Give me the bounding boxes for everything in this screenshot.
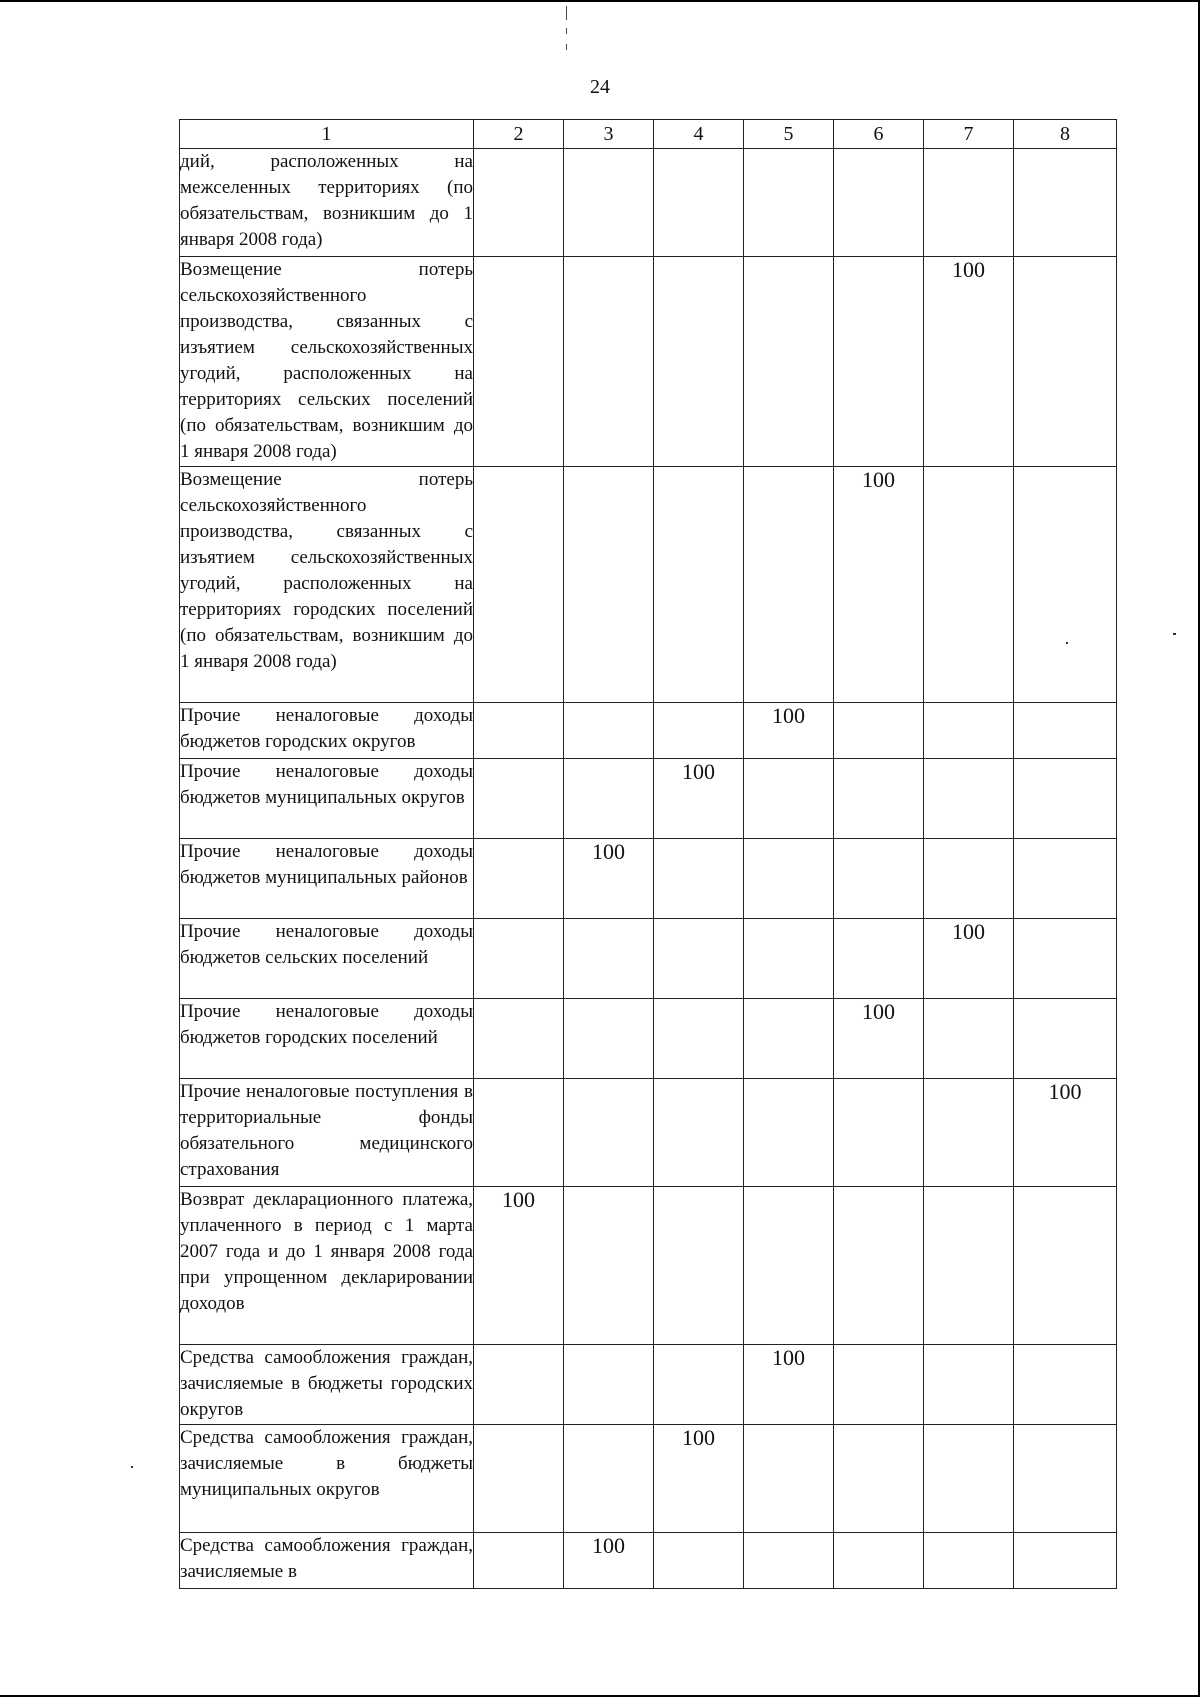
table-row bbox=[180, 1187, 1117, 1345]
percent-cell bbox=[564, 703, 654, 759]
percent-cell bbox=[834, 149, 924, 257]
percent-cell bbox=[564, 1079, 654, 1187]
percent-cell bbox=[744, 1079, 834, 1187]
percent-cell bbox=[1014, 149, 1117, 257]
percent-cell bbox=[654, 999, 744, 1079]
percent-cell bbox=[834, 1533, 924, 1589]
percent-cell bbox=[474, 703, 564, 759]
percent-cell bbox=[564, 257, 654, 467]
percent-cell bbox=[564, 999, 654, 1079]
percent-cell bbox=[654, 149, 744, 257]
percent-cell bbox=[474, 467, 564, 703]
table-row bbox=[180, 1079, 1117, 1187]
revenue-description: Прочие неналоговые поступления в территориальные фонды обязательного медицинского страхования bbox=[180, 1079, 474, 1187]
percent-cell: 100 bbox=[1014, 1079, 1117, 1187]
revenue-description: Средства самообложения граждан, зачисляемые в бюджеты муниципальных округов bbox=[180, 1425, 474, 1533]
percent-cell bbox=[1014, 759, 1117, 839]
percent-cell bbox=[1014, 1533, 1117, 1589]
percent-cell bbox=[564, 467, 654, 703]
percent-cell: 100 bbox=[564, 1533, 654, 1589]
revenue-description: Средства самообложения граждан, зачисляемые в bbox=[180, 1533, 474, 1589]
percent-cell bbox=[474, 759, 564, 839]
percent-cell bbox=[654, 919, 744, 999]
percent-cell bbox=[654, 703, 744, 759]
percent-cell bbox=[1014, 703, 1117, 759]
percent-cell: 100 bbox=[924, 919, 1014, 999]
percent-cell: 100 bbox=[924, 257, 1014, 467]
column-header: 1 bbox=[180, 120, 474, 149]
revenue-description: Прочие неналоговые доходы бюджетов муниципальных районов bbox=[180, 839, 474, 919]
percent-cell bbox=[564, 1187, 654, 1345]
percent-cell bbox=[834, 1079, 924, 1187]
revenue-description: Возмещение потерь сельскохозяйственного производства, связанных с изъятием сельскохозяйственных угодий, расположенных на территориях городских поселений (по обязательствам, возникшим до 1 января 2008 года) bbox=[180, 467, 474, 703]
revenue-description: Прочие неналоговые доходы бюджетов сельских поселений bbox=[180, 919, 474, 999]
revenue-description: Прочие неналоговые доходы бюджетов городских поселений bbox=[180, 999, 474, 1079]
percent-cell bbox=[474, 1533, 564, 1589]
percent-cell bbox=[924, 149, 1014, 257]
percent-cell bbox=[834, 1425, 924, 1533]
header-row bbox=[180, 120, 1117, 149]
percent-cell bbox=[924, 1187, 1014, 1345]
percent-cell bbox=[474, 1079, 564, 1187]
percent-cell bbox=[1014, 919, 1117, 999]
percent-cell bbox=[564, 919, 654, 999]
percent-cell bbox=[474, 149, 564, 257]
percent-cell bbox=[744, 919, 834, 999]
percent-cell bbox=[654, 467, 744, 703]
percent-cell bbox=[744, 999, 834, 1079]
percent-cell bbox=[474, 1425, 564, 1533]
percent-cell bbox=[834, 919, 924, 999]
percent-cell: 100 bbox=[564, 839, 654, 919]
percent-cell bbox=[744, 149, 834, 257]
percent-cell bbox=[924, 1425, 1014, 1533]
percent-cell bbox=[654, 257, 744, 467]
percent-cell bbox=[924, 703, 1014, 759]
table-row bbox=[180, 1425, 1117, 1533]
table-row bbox=[180, 467, 1117, 703]
column-header: 8 bbox=[1014, 120, 1117, 149]
revenue-description: Прочие неналоговые доходы бюджетов городских округов bbox=[180, 703, 474, 759]
column-header: 3 bbox=[564, 120, 654, 149]
percent-cell bbox=[654, 1533, 744, 1589]
scan-speck bbox=[131, 1466, 133, 1468]
table-row bbox=[180, 257, 1117, 467]
percent-cell: 100 bbox=[654, 759, 744, 839]
percent-cell: 100 bbox=[834, 999, 924, 1079]
percent-cell bbox=[1014, 839, 1117, 919]
percent-cell bbox=[654, 839, 744, 919]
scan-speck bbox=[1173, 633, 1176, 635]
percent-cell bbox=[564, 1425, 654, 1533]
percent-cell bbox=[744, 839, 834, 919]
percent-cell bbox=[924, 759, 1014, 839]
page-number bbox=[0, 76, 1200, 99]
scan-speck bbox=[1066, 642, 1068, 644]
revenue-description: Возврат декларационного платежа, уплаченного в период с 1 марта 2007 года и до 1 января 2008 года при упрощенном декларировании доходов bbox=[180, 1187, 474, 1345]
percent-cell bbox=[1014, 1425, 1117, 1533]
scan-mark bbox=[566, 28, 567, 34]
percent-cell bbox=[1014, 999, 1117, 1079]
percent-cell bbox=[1014, 1345, 1117, 1425]
budget-table bbox=[179, 119, 1117, 1589]
page-number-text: 24 bbox=[590, 76, 610, 98]
table-row bbox=[180, 703, 1117, 759]
table-row bbox=[180, 149, 1117, 257]
percent-cell bbox=[474, 999, 564, 1079]
percent-cell bbox=[474, 1345, 564, 1425]
table-row bbox=[180, 1345, 1117, 1425]
percent-cell bbox=[834, 1187, 924, 1345]
percent-cell bbox=[654, 1079, 744, 1187]
percent-cell bbox=[474, 919, 564, 999]
table-row bbox=[180, 919, 1117, 999]
revenue-description: Возмещение потерь сельскохозяйственного производства, связанных с изъятием сельскохозяйственных угодий, расположенных на территориях сельских поселений (по обязательствам, возникшим до 1 января 2008 года) bbox=[180, 257, 474, 467]
percent-cell bbox=[744, 257, 834, 467]
percent-cell bbox=[744, 467, 834, 703]
percent-cell bbox=[924, 839, 1014, 919]
scan-mark bbox=[566, 44, 567, 50]
percent-cell: 100 bbox=[744, 703, 834, 759]
percent-cell bbox=[654, 1187, 744, 1345]
percent-cell bbox=[924, 1533, 1014, 1589]
percent-cell bbox=[1014, 1187, 1117, 1345]
revenue-description: дий, расположенных на межселенных территориях (по обязательствам, возникшим до 1 января 2008 года) bbox=[180, 149, 474, 257]
table-row bbox=[180, 839, 1117, 919]
scan-mark bbox=[566, 6, 567, 20]
revenue-description: Прочие неналоговые доходы бюджетов муниципальных округов bbox=[180, 759, 474, 839]
table-row bbox=[180, 999, 1117, 1079]
percent-cell: 100 bbox=[744, 1345, 834, 1425]
percent-cell bbox=[834, 703, 924, 759]
percent-cell bbox=[834, 759, 924, 839]
column-header: 2 bbox=[474, 120, 564, 149]
percent-cell bbox=[834, 1345, 924, 1425]
percent-cell bbox=[654, 1345, 744, 1425]
column-header: 5 bbox=[744, 120, 834, 149]
percent-cell bbox=[744, 1425, 834, 1533]
percent-cell bbox=[834, 257, 924, 467]
percent-cell bbox=[564, 759, 654, 839]
percent-cell bbox=[924, 999, 1014, 1079]
percent-cell bbox=[834, 839, 924, 919]
percent-cell: 100 bbox=[474, 1187, 564, 1345]
table-row bbox=[180, 759, 1117, 839]
percent-cell bbox=[744, 759, 834, 839]
column-header: 7 bbox=[924, 120, 1014, 149]
percent-cell bbox=[1014, 257, 1117, 467]
percent-cell: 100 bbox=[834, 467, 924, 703]
percent-cell: 100 bbox=[654, 1425, 744, 1533]
percent-cell bbox=[744, 1187, 834, 1345]
percent-cell bbox=[474, 839, 564, 919]
percent-cell bbox=[924, 467, 1014, 703]
percent-cell bbox=[1014, 467, 1117, 703]
percent-cell bbox=[924, 1345, 1014, 1425]
column-header: 6 bbox=[834, 120, 924, 149]
percent-cell bbox=[744, 1533, 834, 1589]
percent-cell bbox=[924, 1079, 1014, 1187]
table-row bbox=[180, 1533, 1117, 1589]
percent-cell bbox=[564, 149, 654, 257]
percent-cell bbox=[564, 1345, 654, 1425]
percent-cell bbox=[474, 257, 564, 467]
revenue-description: Средства самообложения граждан, зачисляемые в бюджеты городских округов bbox=[180, 1345, 474, 1425]
column-header: 4 bbox=[654, 120, 744, 149]
